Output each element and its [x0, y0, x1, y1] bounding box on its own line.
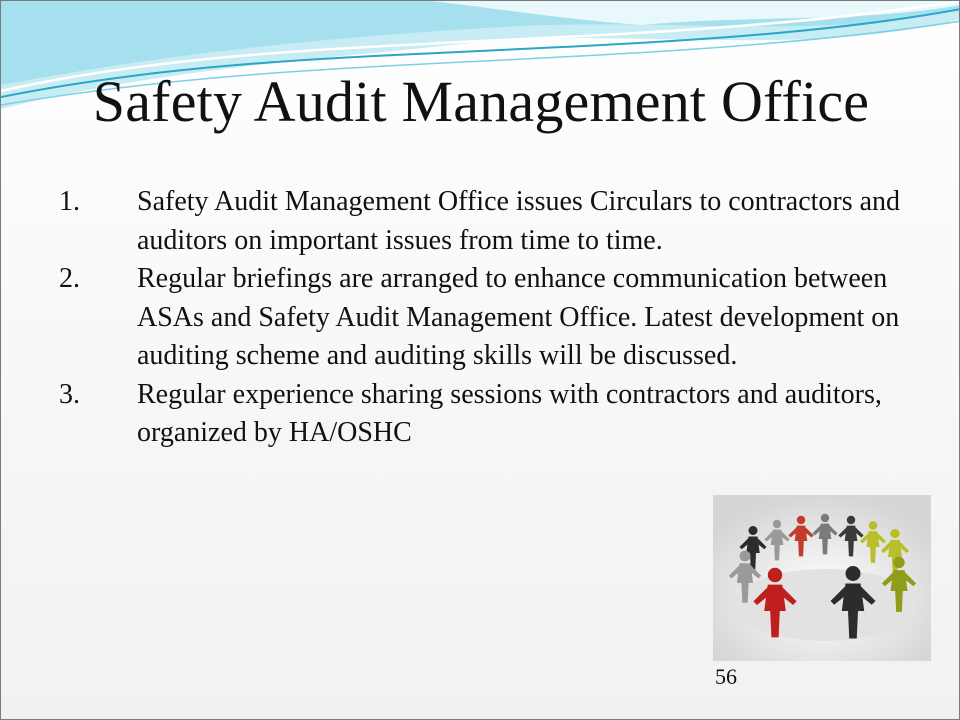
people-circle-image: [713, 495, 931, 661]
list-item-text: Regular experience sharing sessions with contractors and auditors, organized by HA/OSHC: [137, 378, 882, 448]
list-item: [59, 260, 919, 376]
list-item: [59, 376, 919, 453]
list-item-number: 1.: [59, 186, 80, 217]
list-item-text: Regular briefings are arranged to enhance communication between ASAs and Safety Audit Management Office. Latest development on auditing scheme and auditing skills will be discussed.: [137, 263, 900, 371]
list-item-text: Safety Audit Management Office issues Circulars to contractors and auditors on important issues from time to time.: [137, 186, 901, 256]
list-item-number: 2.: [59, 263, 80, 294]
list-item-number: 3.: [59, 378, 80, 410]
list-item: [59, 183, 919, 260]
people-circle-icon: [713, 495, 931, 661]
page-number: 56: [715, 664, 737, 689]
numbered-list: [59, 183, 919, 453]
slide-title: Safety Audit Management Office: [92, 69, 870, 134]
